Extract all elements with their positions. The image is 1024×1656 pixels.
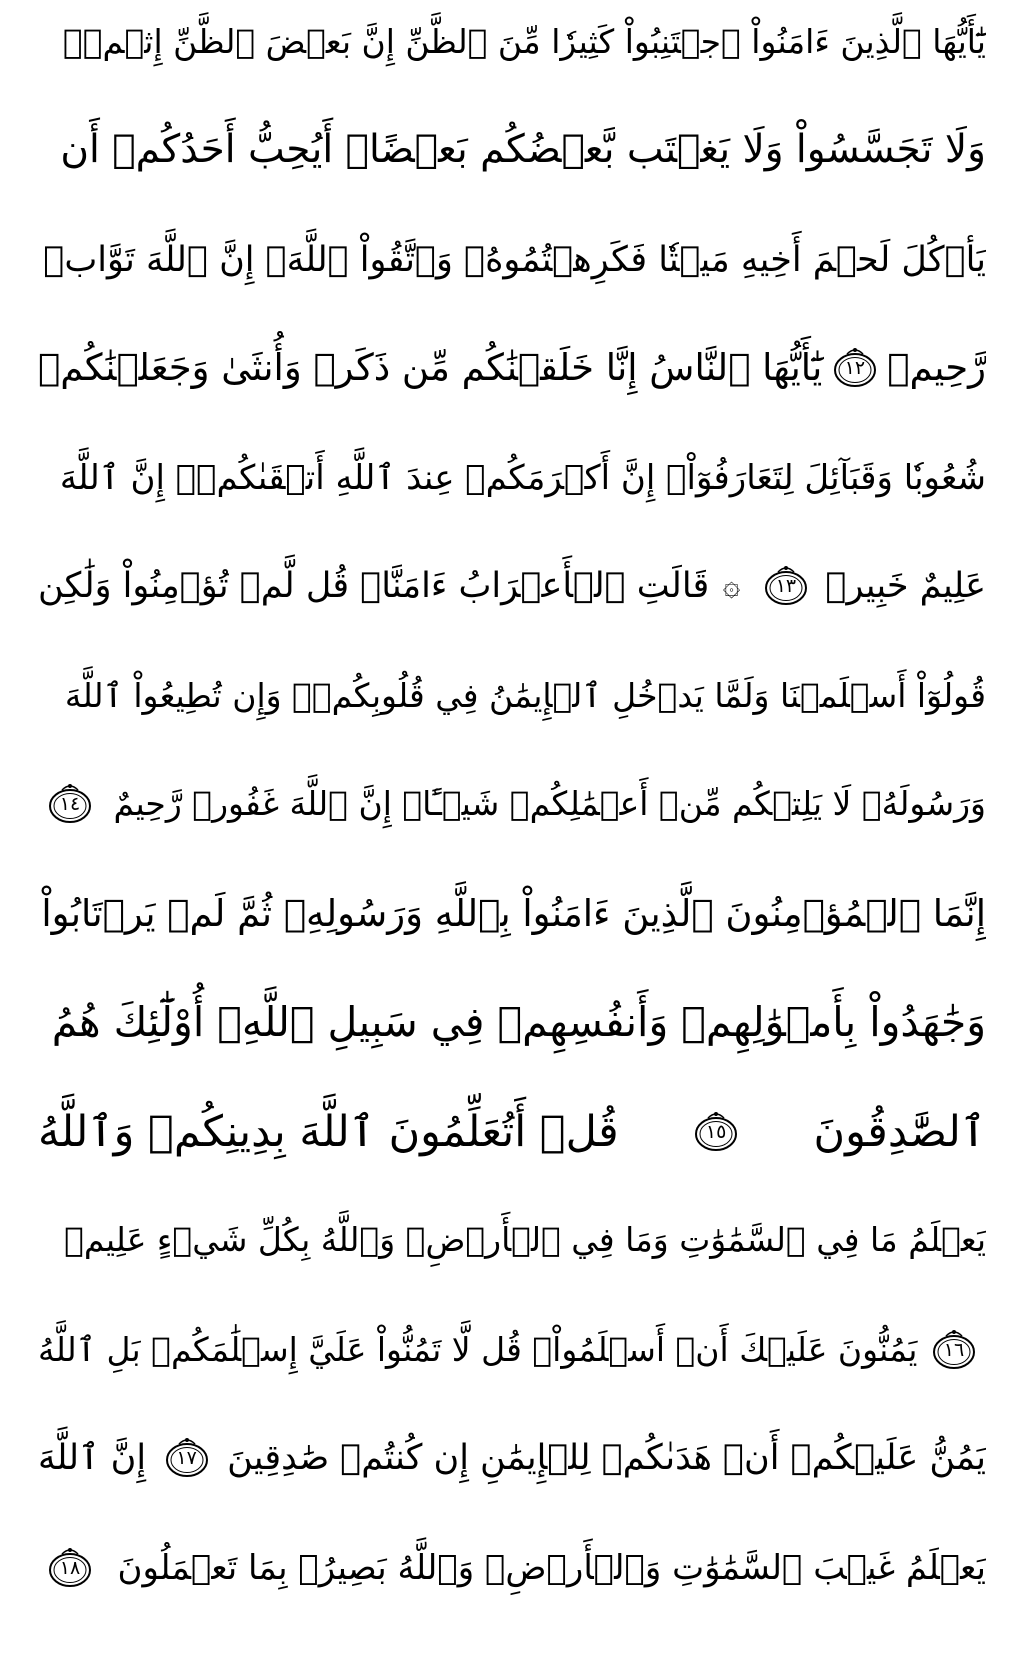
ayah-number: ١٢ (844, 357, 866, 379)
verse-line-8 (38, 762, 986, 846)
verse-line-3 (38, 218, 986, 302)
ayah-end-marker (692, 1110, 740, 1154)
ayah-number: ١٨ (59, 1557, 81, 1579)
line-text: وَلَا تَجَسَّسُواْ وَلَا يَغۡتَب بَّعۡضُكُم بَعۡضًاۚ أَيُحِبُّ أَحَدُكُمۡ أَن (60, 127, 986, 172)
verse-line-1 (38, 0, 986, 84)
line-text-after: قُلۡ أَتُعَلِّمُونَ ٱللَّهَ بِدِينِكُمۡ وَٱللَّهُ (38, 1107, 619, 1157)
line-text-after: قَالَتِ ٱلۡأَعۡرَابُ ءَامَنَّاۖ قُل لَّمۡ تُؤۡمِنُواْ وَلَٰكِن (38, 566, 710, 606)
verse-line-10 (38, 980, 986, 1064)
verse-line-5 (38, 436, 986, 520)
ayah-number: ١٧ (176, 1447, 197, 1469)
hizb-quarter-icon: ۞ (722, 568, 741, 603)
ayah-end-marker (831, 346, 879, 390)
line-text-before: يَمُنُّ عَلَيۡكُمۡ أَنۡ هَدَىٰكُمۡ لِلۡإِيمَٰنِ إِن كُنتُمۡ صَٰدِقِينَ (227, 1438, 986, 1478)
verse-line-12 (38, 1198, 986, 1282)
line-text: شُعُوبٗا وَقَبَآئِلَ لِتَعَارَفُوٓاْۚ إِنَّ أَكۡرَمَكُمۡ عِندَ ٱللَّهِ أَتۡقَىٰكُمۡۚ إِنَّ ٱللَّهَ (59, 458, 986, 498)
verse-line-14 (38, 1416, 986, 1500)
verse-line-13 (38, 1308, 986, 1392)
verse-line-4 (38, 326, 986, 410)
line-text-before: ٱلصَّٰدِقُونَ (813, 1107, 986, 1157)
ayah-number: ١٦ (943, 1339, 965, 1361)
line-text: يَأۡكُلَ لَحۡمَ أَخِيهِ مَيۡتٗا فَكَرِهۡتُمُوهُۚ وَٱتَّقُواْ ٱللَّهَۚ إِنَّ ٱللَّهَ تَوَّابٞ (43, 240, 986, 280)
line-text: قُولُوٓاْ أَسۡلَمۡنَا وَلَمَّا يَدۡخُلِ ٱلۡإِيمَٰنُ فِي قُلُوبِكُمۡۖ وَإِن تُطِيعُواْ ٱللَّهَ (64, 676, 986, 715)
ayah-number: ١٣ (775, 575, 797, 597)
line-text-before: يَعۡلَمُ غَيۡبَ ٱلسَّمَٰوَٰتِ وَٱلۡأَرۡضِۚ وَٱللَّهُ بَصِيرُۢ بِمَا تَعۡمَلُونَ (117, 1548, 986, 1588)
line-text-after: يَٰٓأَيُّهَا ٱلنَّاسُ إِنَّا خَلَقۡنَٰكُم مِّن ذَكَرٖ وَأُنثَىٰ وَجَعَلۡنَٰكُمۡ (38, 346, 823, 389)
verse-line-7 (38, 654, 986, 738)
line-text: يَعۡلَمُ مَا فِي ٱلسَّمَٰوَٰتِ وَمَا فِي ٱلۡأَرۡضِۚ وَٱللَّهُ بِكُلِّ شَيۡءٍ عَلِيمٞ (64, 1220, 986, 1259)
line-text-before: رَّحِيمٞ (887, 346, 986, 389)
line-text: يَٰٓأَيُّهَا ٱلَّذِينَ ءَامَنُواْ ٱجۡتَنِبُواْ كَثِيرٗا مِّنَ ٱلظَّنِّ إِنَّ بَعۡضَ ٱلظَّنِّ إِثۡمٞۖ (62, 22, 986, 61)
verse-line-9 (38, 872, 986, 956)
line-text: وَجَٰهَدُواْ بِأَمۡوَٰلِهِمۡ وَأَنفُسِهِمۡ فِي سَبِيلِ ٱللَّهِۚ أُوْلَٰٓئِكَ هُمُ (51, 998, 986, 1046)
line-text: إِنَّمَا ٱلۡمُؤۡمِنُونَ ٱلَّذِينَ ءَامَنُواْ بِٱللَّهِ وَرَسُولِهِۦ ثُمَّ لَمۡ يَرۡتَابُواْ (41, 892, 986, 935)
ayah-end-marker (762, 564, 810, 608)
line-text-before: وَرَسُولَهُۥ لَا يَلِتۡكُم مِّنۡ أَعۡمَٰلِكُمۡ شَيۡـًٔاۚ إِنَّ ٱللَّهَ غَفُورٞ رَّحِيمٌ (113, 784, 986, 823)
line-text-before: عَلِيمٌ خَبِيرٞ (825, 566, 986, 606)
ayah-end-marker (163, 1436, 211, 1480)
ayah-end-marker (46, 782, 94, 826)
verse-line-2 (38, 108, 986, 192)
verse-line-15 (38, 1526, 986, 1610)
verse-line-6 (38, 544, 986, 628)
ayah-end-marker (930, 1328, 978, 1372)
ayah-end-marker (46, 1546, 94, 1590)
ayah-number: ١٤ (59, 793, 81, 815)
line-text-after: إِنَّ ٱللَّهَ (38, 1438, 147, 1478)
ayah-number: ١٥ (705, 1121, 727, 1143)
verse-line-11 (38, 1090, 986, 1174)
line-text-after: يَمُنُّونَ عَلَيۡكَ أَنۡ أَسۡلَمُواْۖ قُل لَّا تَمُنُّواْ عَلَيَّ إِسۡلَٰمَكُمۖ بَلِ ٱللَّهُ (38, 1330, 918, 1369)
